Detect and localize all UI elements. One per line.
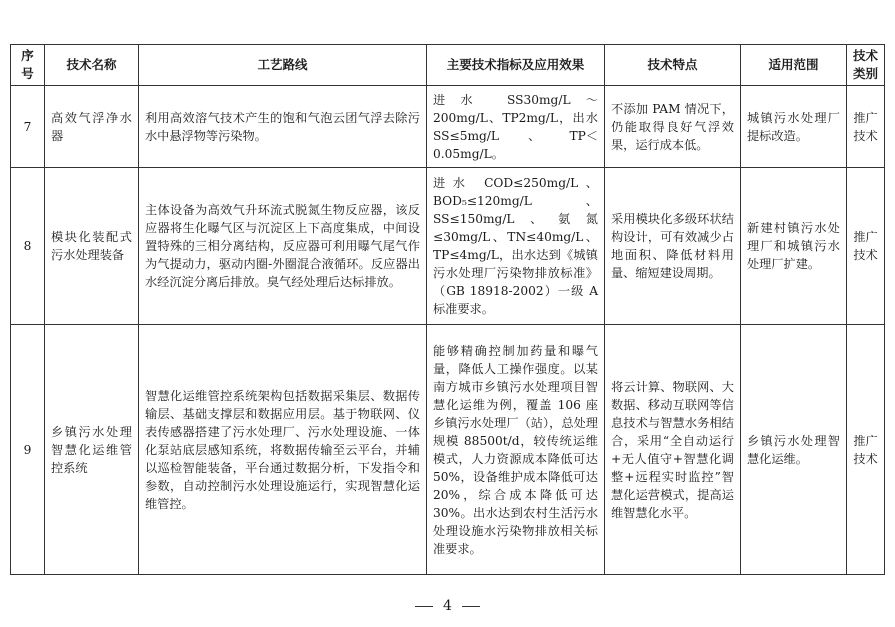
header-indicators: 主要技术指标及应用效果 — [427, 45, 605, 86]
table-row — [11, 325, 885, 575]
row-no: 8 — [11, 168, 45, 325]
dash-right — [462, 606, 480, 607]
header-row — [11, 45, 885, 86]
header-features: 技术特点 — [605, 45, 741, 86]
dash-left — [415, 606, 433, 607]
header-category: 技术类别 — [847, 45, 885, 86]
row-indicators: 能够精确控制加药量和曝气量，降低人工操作强度。以某南方城市乡镇污水处理项目智慧化运维为例，覆盖 106 座乡镇污水处理厂（站），总处理规模 88500t/d，较传统运维模式，人力资源成本降低可达 50%，设备维护成本降低可达 20%，综合成本降低可达 30%。出水达到农村生活污水处理设施水污染物排放相关标准要求。 — [427, 325, 605, 575]
row-features: 不添加 PAM 情况下，仍能取得良好气浮效果，运行成本低。 — [605, 86, 741, 168]
row-no: 7 — [11, 86, 45, 168]
row-indicators: 进水 COD≤250mg/L、BOD₅≤120mg/L、SS≤150mg/L、氨氮≤30mg/L、TN≤40mg/L、TP≤4mg/L，出水达到《城镇污水处理厂污染物排放标准》（GB 18918-2002）一级 A 标准要求。 — [427, 168, 605, 325]
technology-table — [10, 44, 885, 575]
row-scope: 城镇污水处理厂提标改造。 — [741, 86, 847, 168]
row-no: 9 — [11, 325, 45, 575]
row-process: 智慧化运维管控系统架构包括数据采集层、数据传输层、基础支撑层和数据应用层。基于物联网、仪表传感器搭建了污水处理厂、污水处理设施、一体化泵站底层感知系统，将数据传输至云平台，并辅以巡检智能装备，平台通过数据分析，下发指令和参数，自动控制污水处理设施运行，实现智慧化运维管控。 — [139, 325, 427, 575]
row-scope: 新建村镇污水处理厂和城镇污水处理厂扩建。 — [741, 168, 847, 325]
header-name: 技术名称 — [45, 45, 139, 86]
row-name: 乡镇污水处理智慧化运维管控系统 — [45, 325, 139, 575]
table-row — [11, 168, 885, 325]
row-name: 高效气浮净水器 — [45, 86, 139, 168]
header-no: 序号 — [11, 45, 45, 86]
page-number-text: 4 — [443, 598, 452, 614]
row-process: 主体设备为高效气升环流式脱氮生物反应器，该反应器将生化曝气区与沉淀区上下高度集成，中间设置特殊的三相分离结构，反应器可利用曝气尾气作为气提动力，驱动内圈-外圈混合液循环。反应器出水经沉淀分离后排放。臭气经处理后达标排放。 — [139, 168, 427, 325]
row-category: 推广技术 — [847, 325, 885, 575]
page-number — [0, 598, 895, 614]
header-process: 工艺路线 — [139, 45, 427, 86]
row-category: 推广技术 — [847, 86, 885, 168]
row-category: 推广技术 — [847, 168, 885, 325]
row-features: 将云计算、物联网、大数据、移动互联网等信息技术与智慧水务相结合，采用“全自动运行+无人值守+智慧化调整+远程实时监控”智慧化运营模式，提高运维智慧化水平。 — [605, 325, 741, 575]
row-features: 采用模块化多级环状结构设计，可有效减少占地面积、降低材料用量、缩短建设周期。 — [605, 168, 741, 325]
row-process: 利用高效溶气技术产生的饱和气泡云团气浮去除污水中悬浮物等污染物。 — [139, 86, 427, 168]
row-scope: 乡镇污水处理智慧化运维。 — [741, 325, 847, 575]
table-row — [11, 86, 885, 168]
row-indicators: 进水 SS30mg/L～200mg/L、TP2mg/L，出水 SS≤5mg/L、TP＜0.05mg/L。 — [427, 86, 605, 168]
header-scope: 适用范围 — [741, 45, 847, 86]
row-name: 模块化装配式污水处理装备 — [45, 168, 139, 325]
